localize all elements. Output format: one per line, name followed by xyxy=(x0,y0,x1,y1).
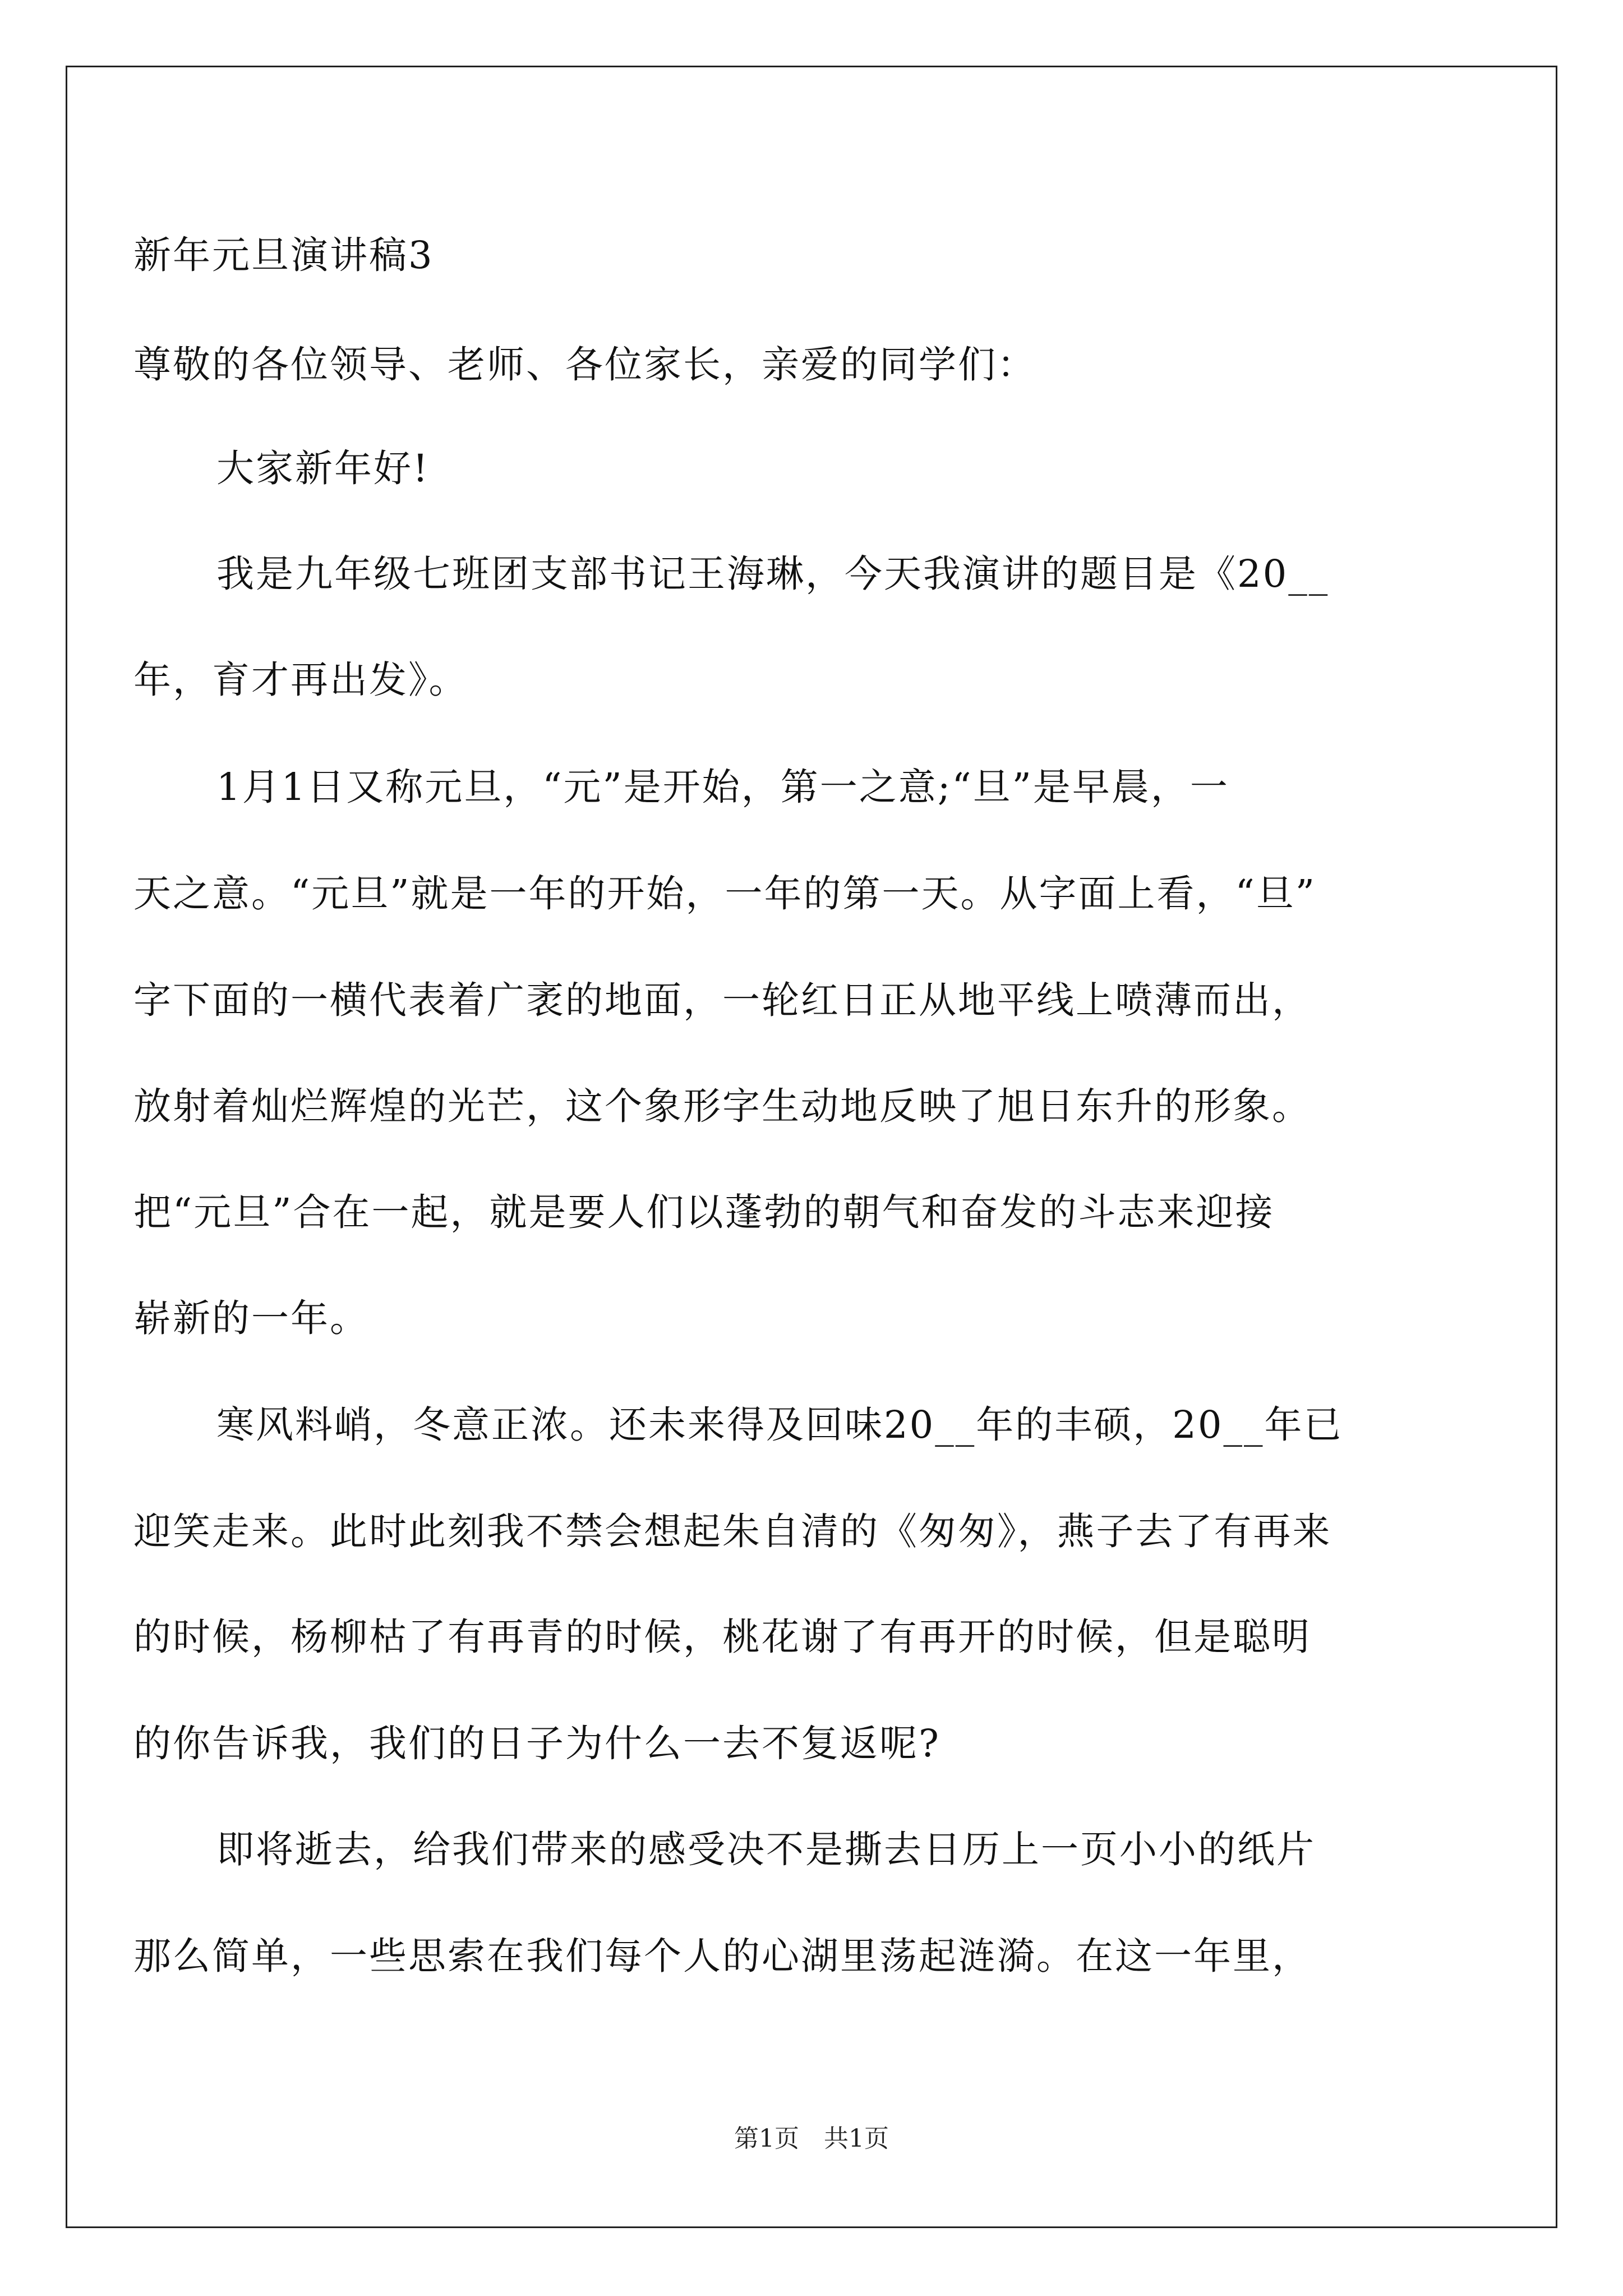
paragraph-line: 崭新的一年。 xyxy=(133,1296,369,1340)
paragraph-line: 那么简单，一些思索在我们每个人的心湖里荡起涟漪。在这一年里， xyxy=(133,1934,1311,1978)
salutation: 尊敬的各位领导、老师、各位家长，亲爱的同学们： xyxy=(133,343,1036,386)
paragraph-line: 把“元旦”合在一起，就是要人们以蓬勃的朝气和奋发的斗志来迎接 xyxy=(133,1190,1275,1234)
paragraph-line: 天之意。“元旦”就是一年的开始，一年的第一天。从字面上看，“旦” xyxy=(133,872,1317,915)
page-number-footer: 第1页 共1页 xyxy=(734,2124,889,2153)
paragraph-line: 1月1日又称元旦，“元”是开始，第一之意;“旦”是早晨，一 xyxy=(216,765,1229,809)
paragraph-line: 放射着灿烂辉煌的光芒，这个象形字生动地反映了旭日东升的形象。 xyxy=(133,1084,1311,1128)
paragraph-line: 寒风料峭，冬意正浓。还未来得及回味20__年的丰硕，20__年已 xyxy=(216,1403,1343,1447)
paragraph-line: 的你告诉我，我们的日子为什么一去不复返呢? xyxy=(133,1722,940,1765)
paragraph-line: 字下面的一横代表着广袤的地面，一轮红日正从地平线上喷薄而出， xyxy=(133,978,1311,1022)
paragraph-line: 大家新年好! xyxy=(216,447,430,490)
document-title: 新年元旦演讲稿3 xyxy=(133,233,434,277)
paragraph-line: 年，育才再出发》。 xyxy=(133,658,468,702)
paragraph-line: 我是九年级七班团支部书记王海琳，今天我演讲的题目是《20__ xyxy=(216,552,1330,596)
page-border xyxy=(66,66,1557,2228)
paragraph-line: 的时候，杨柳枯了有再青的时候，桃花谢了有再开的时候，但是聪明 xyxy=(133,1615,1311,1659)
paragraph-line: 迎笑走来。此时此刻我不禁会想起朱自清的《匆匆》，燕子去了有再来 xyxy=(133,1510,1332,1553)
paragraph-line: 即将逝去，给我们带来的感受决不是撕去日历上一页小小的纸片 xyxy=(216,1828,1316,1871)
